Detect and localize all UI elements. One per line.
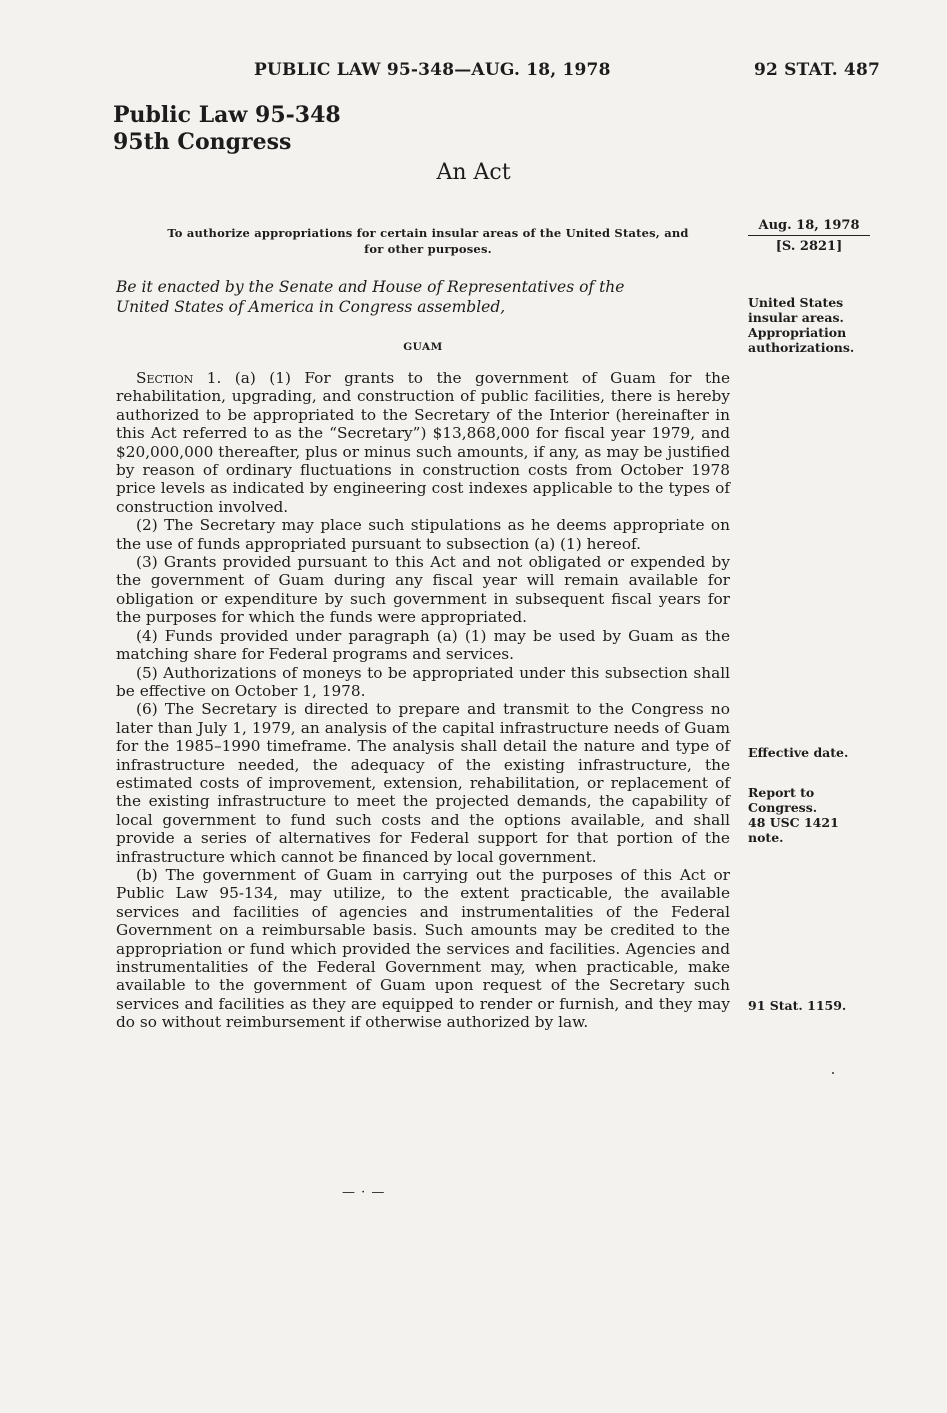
margin-note-report — [748, 785, 868, 845]
act-title: An Act — [436, 160, 511, 185]
stat-page-number: 92 STAT. 487 — [754, 60, 881, 80]
bill-number: [S. 2821] — [775, 239, 843, 254]
scan-speck — [832, 1072, 834, 1074]
enacting-line-1: Be it enacted by the Senate and House of Representatives of the — [116, 278, 625, 296]
paragraph-a4: (4) Funds provided under paragraph (a) (1) may be used by Guam as the matching share for Federal programs and services. — [116, 626, 730, 664]
end-mark: — · — — [342, 1185, 386, 1200]
margin-note-line: Congress. — [748, 800, 818, 815]
running-head: PUBLIC LAW 95-348—AUG. 18, 1978 — [254, 60, 611, 80]
margin-note-insular — [748, 295, 868, 355]
margin-note-stat-ref: 91 Stat. 1159. — [748, 998, 847, 1013]
paragraph-a3: (3) Grants provided pursuant to this Act and not obligated or expended by the government of Guam during any fiscal year will remain available for obligation or expenditure by such government in subsequent fiscal years for the purposes for which the funds were appropriated. — [116, 553, 730, 627]
purpose-clause — [113, 225, 743, 257]
enactment-date: Aug. 18, 1978 — [748, 218, 870, 236]
margin-note-line: Report to — [748, 785, 815, 800]
section-label: Section — [136, 369, 194, 387]
paragraph-b: (b) The government of Guam in carrying out the purposes of this Act or Public Law 95-134, may utilize, to the extent practicable, the available services and facilities of agencies and instrumentalities of the Federal Government on a reimbursable basis. Such amounts may be credited to the appropriation or fund which provided the services and facilities. Agencies and instrumentalities of the Federal Government may, when practicable, make available to the government of Guam upon request of the Secretary such services and facilities as they are equipped to render or furnish, and they may do so without reimbursement if otherwise authorized by law. — [116, 865, 730, 1032]
congress: 95th Congress — [113, 129, 292, 155]
paragraph-a5: (5) Authorizations of moneys to be appropriated under this subsection shall be effective on October 1, 1978. — [116, 663, 730, 700]
paragraph-a6: (6) The Secretary is directed to prepare and transmit to the Congress no later than July 1, 1979, an analysis of the capital infrastructure needs of Guam for the 1985–1990 timeframe. The analysis shall detail the nature and type of infrastructure needed, the adequacy of the existing infrastructure, the estimated costs of improvement, extension, rehabilitation, or replacement of the existing infrastructure to meet the projected demands, the capability of local government to fund such costs and the options available, and shall provide a series of alternatives for Federal support for that portion of the infrastructure which cannot be financed by local government. — [116, 700, 730, 866]
section-heading: GUAM — [403, 341, 443, 353]
paragraph-section-1a1 — [116, 369, 730, 516]
paragraph-text: 1. (a) (1) For grants to the government of Guam for the rehabilitation, upgrading, and construction of public facilities, there is hereby authorized to be appropriated to the Secretary of the Interior (hereinafter in this Act referred to as the “Secretary”) $13,868,000 for fiscal year 1979, and $20,000,000 thereafter, plus or minus such amounts, if any, as may be justified by reason of ordinary fluctuations in construction costs from October 1978 price levels as indicated by engineering cost indexes applicable to the types of construction involved. — [116, 369, 730, 516]
law-title-block — [113, 102, 341, 156]
margin-note-effective-date: Effective date. — [748, 745, 849, 760]
margin-note-line: authorizations. — [748, 340, 855, 355]
law-number: Public Law 95-348 — [113, 102, 341, 128]
margin-note-line: 48 USC 1421 — [748, 815, 839, 830]
paragraph-a2: (2) The Secretary may place such stipulations as he deems appropriate on the use of funds appropriated pursuant to subsection (a) (1) hereof. — [116, 516, 730, 553]
margin-note-line: United States — [748, 295, 844, 310]
margin-note-line: Appropriation — [748, 325, 847, 340]
margin-note-line: note. — [748, 830, 784, 845]
purpose-line-2: for other purposes. — [364, 242, 492, 256]
date-bill-box — [748, 218, 870, 254]
enacting-clause — [116, 277, 730, 317]
purpose-line-1: To authorize appropriations for certain insular areas of the United States, and — [167, 226, 689, 240]
margin-note-line: insular areas. — [748, 310, 844, 325]
act-body — [116, 369, 730, 1032]
enacting-line-2: United States of America in Congress assembled, — [116, 298, 506, 316]
